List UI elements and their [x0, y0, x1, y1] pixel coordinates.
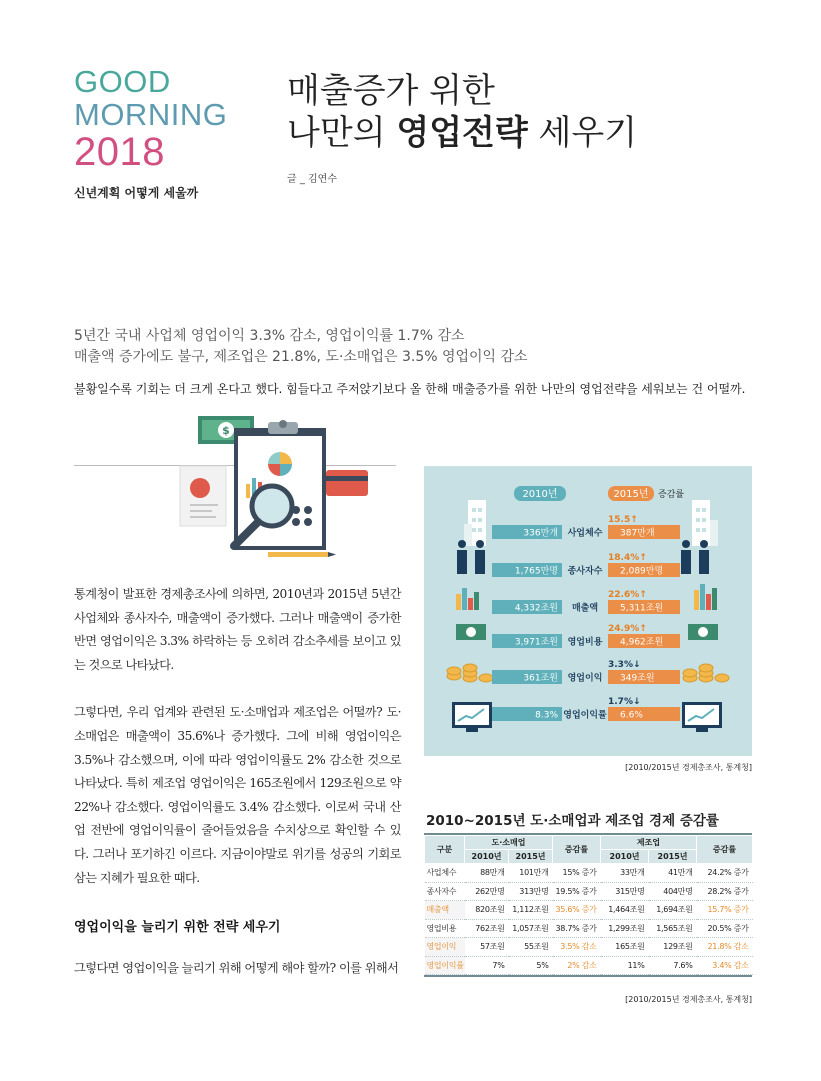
retail-2015-cell: 55조원 [509, 938, 553, 957]
manufacturing-2015-cell: 1,565조원 [649, 919, 697, 938]
retail-2010-cell: 820조원 [465, 901, 509, 920]
change-rate: 18.4%↑ [608, 553, 647, 563]
manufacturing-2010-cell: 1,464조원 [601, 901, 649, 920]
value-2015: 2,089만명 [620, 566, 664, 577]
th-retail: 도·소매업 [465, 836, 553, 850]
metric-name: 영업이익률 [563, 710, 607, 721]
retail-2015-cell: 5% [509, 956, 553, 975]
monitor-icon-left [452, 702, 492, 732]
manufacturing-rate-cell: 3.4% 감소 [697, 956, 753, 975]
table-row [425, 882, 753, 901]
pencil-icon [268, 552, 336, 557]
retail-2015-cell: 1,057조원 [509, 919, 553, 938]
manufacturing-rate-cell: 15.7% 증가 [697, 901, 753, 920]
value-2010: 336만개 [523, 528, 558, 539]
value-2015: 349조원 [620, 673, 655, 684]
table-row [425, 919, 753, 938]
money-icon-left [456, 624, 486, 640]
value-2015: 4,962조원 [620, 637, 664, 648]
row-label: 영업이익률 [425, 956, 465, 975]
manufacturing-2015-cell: 7.6% [649, 956, 697, 975]
lead-line-2: 매출액 증가에도 불구, 제조업은 21.8%, 도·소매업은 3.5% 영업이익 감소 [74, 349, 528, 365]
retail-rate-cell: 38.7% 증가 [553, 919, 601, 938]
clipboard-illustration [176, 412, 400, 564]
th-manufacturing: 제조업 [601, 836, 697, 850]
label-rate: 증감률 [658, 490, 685, 500]
table-row [425, 901, 753, 920]
retail-rate-cell: 35.6% 증가 [553, 901, 601, 920]
lead-block [74, 326, 754, 397]
retail-rate-cell: 15% 증가 [553, 864, 601, 883]
infographic-comparison [424, 466, 752, 756]
manufacturing-2015-cell: 41만개 [649, 864, 697, 883]
retail-rate-cell: 19.5% 증가 [553, 882, 601, 901]
building-icon-right [692, 500, 718, 546]
row-label: 사업체수 [425, 864, 465, 883]
th-manufacturing-rate: 증감률 [697, 836, 753, 864]
manufacturing-rate-cell: 28.2% 증가 [697, 882, 753, 901]
metric-name: 종사자수 [567, 566, 603, 577]
manufacturing-2015-cell: 1,694조원 [649, 901, 697, 920]
bar-2015 [608, 707, 680, 721]
manufacturing-2010-cell: 33만개 [601, 864, 649, 883]
manufacturing-2010-cell: 11% [601, 956, 649, 975]
svg-text:$: $ [222, 424, 230, 437]
article-body [74, 583, 401, 981]
th-manufacturing-2015: 2015년 [649, 850, 697, 864]
retail-2015-cell: 1,112조원 [509, 901, 553, 920]
label-2015: 2015년 [613, 489, 649, 500]
retail-rate-cell: 2% 감소 [553, 956, 601, 975]
brand-year: 2018 [74, 130, 165, 174]
value-2015: 6.6% [620, 710, 643, 721]
metric-name: 매출액 [571, 603, 599, 614]
value-2015: 5,311조원 [620, 603, 664, 614]
metric-name: 영업비용 [567, 637, 603, 648]
retail-rate-cell: 3.5% 감소 [553, 938, 601, 957]
th-retail-rate: 증감률 [553, 836, 601, 864]
change-rate: 15.5↑ [608, 515, 638, 525]
manufacturing-2010-cell: 315만명 [601, 882, 649, 901]
table-body [425, 864, 753, 975]
retail-2015-cell: 313만명 [509, 882, 553, 901]
row-label: 종사자수 [425, 882, 465, 901]
retail-2010-cell: 762조원 [465, 919, 509, 938]
manufacturing-rate-cell: 24.2% 증가 [697, 864, 753, 883]
row-label: 영업이익 [425, 938, 465, 957]
report-paper-icon [180, 466, 226, 526]
manufacturing-rate-cell: 20.5% 증가 [697, 919, 753, 938]
table-source: [2010/2015년 경제총조사, 통계청] [625, 995, 752, 1004]
change-rate: 1.7%↓ [608, 697, 641, 707]
lead-line-1: 5년간 국내 사업체 영업이익 3.3% 감소, 영업이익률 1.7% 감소 [74, 328, 465, 344]
title-line-2-pre: 나만의 [287, 113, 397, 153]
stats-table-wrap [424, 833, 752, 977]
body-paragraph-2: 그렇다면, 우리 업계와 관련된 도·소매업과 제조업은 어떨까? 도·소매업은 매출액이 35.6%나 증가했다. 그에 비해 영업이익은 3.5%나 감소했으며, 이에 따라 영업이익률도 2% 감소한 것으로 나타났다. 특히 제조업 영업이익은 165조원에서 129조원으로 약 22%나 감소했다. 영업이익률도 3.4% 감소했다. 이로써 국내 산업 전반에 영업이익률이 줄어들었음을 수치상으로 확인할 수 있다. 그러나 포기하긴 이르다. 지금이야말로 위기를 성공의 기회로 삼는 지혜가 필요한 때다. [74, 705, 401, 885]
manufacturing-2015-cell: 129조원 [649, 938, 697, 957]
coins-icon-left [447, 664, 493, 682]
manufacturing-2010-cell: 1,299조원 [601, 919, 649, 938]
title-line-2-post: 세우기 [527, 113, 638, 153]
th-retail-2015: 2015년 [509, 850, 553, 864]
manufacturing-rate-cell: 21.8% 감소 [697, 938, 753, 957]
retail-2010-cell: 262만명 [465, 882, 509, 901]
th-manufacturing-2010: 2010년 [601, 850, 649, 864]
bar-chart-icon-right [694, 584, 717, 610]
brand-good: GOOD [74, 64, 171, 99]
th-retail-2010: 2010년 [465, 850, 509, 864]
row-label: 매출액 [425, 901, 465, 920]
change-rate: 22.6%↑ [608, 590, 647, 600]
value-2010: 1,765만명 [514, 566, 558, 577]
body-paragraph-1: 통계청이 발표한 경제총조사에 의하면, 2010년과 2015년 5년간 사업체와 종사자수, 매출액이 증가했다. 그러나 매출액이 증가한 반면 영업이익은 3.3% 하락하는 등 오히려 감소추세를 보이고 있는 것으로 나타났다. [74, 587, 401, 672]
table-row [425, 938, 753, 957]
retail-2010-cell: 88만개 [465, 864, 509, 883]
row-label: 영업비용 [425, 919, 465, 938]
series-brand [74, 66, 234, 201]
brand-subtitle: 신년계획 어떻게 세울까 [74, 186, 199, 200]
label-2010: 2010년 [522, 489, 558, 500]
retail-2015-cell: 101만개 [509, 864, 553, 883]
metric-name: 영업이익 [567, 673, 603, 684]
value-2010: 3,971조원 [514, 637, 558, 648]
table-row [425, 956, 753, 975]
body-paragraph-3: 그렇다면 영업이익을 늘리기 위해 어떻게 해야 할까? 이를 위해서 [74, 961, 399, 976]
bar-chart-icon-left [456, 588, 479, 610]
value-2010: 361조원 [523, 673, 558, 684]
manufacturing-2010-cell: 165조원 [601, 938, 649, 957]
monitor-icon-right [682, 702, 722, 732]
lead-intro: 불황일수록 기회는 더 크게 온다고 했다. 힘들다고 주저앉기보다 올 한해 매출증가를 위한 나만의 영업전략을 세워보는 건 어떨까. [74, 382, 746, 396]
metric-name: 사업체수 [567, 528, 603, 539]
article-title [287, 70, 637, 154]
credit-card-icon [326, 470, 368, 496]
retail-2010-cell: 7% [465, 956, 509, 975]
money-icon-right [688, 624, 718, 640]
change-rate: 3.3%↓ [608, 660, 641, 670]
change-rate: 24.9%↑ [608, 624, 647, 634]
building-icon-left [464, 500, 486, 546]
table-row [425, 864, 753, 883]
value-2015: 387만개 [620, 528, 655, 539]
title-line-1: 매출증가 위한 [287, 71, 495, 111]
infographic-source: [2010/2015년 경제총조사, 통계청] [625, 763, 752, 772]
value-2010: 4,332조원 [514, 603, 558, 614]
brand-morning: MORNING [74, 97, 228, 132]
th-category: 구분 [425, 836, 465, 864]
coins-icon-right [683, 664, 729, 682]
byline: 글 _ 김연수 [287, 174, 337, 185]
manufacturing-2015-cell: 404만명 [649, 882, 697, 901]
section-subhead: 영업이익을 늘리기 위한 전략 세우기 [74, 920, 281, 936]
stats-table [424, 835, 753, 975]
table-title: 2010~2015년 도·소매업과 제조업 경제 증감률 [426, 813, 719, 829]
title-line-2-bold: 영업전략 [396, 113, 528, 153]
value-2010: 8.3% [535, 710, 558, 721]
retail-2010-cell: 57조원 [465, 938, 509, 957]
